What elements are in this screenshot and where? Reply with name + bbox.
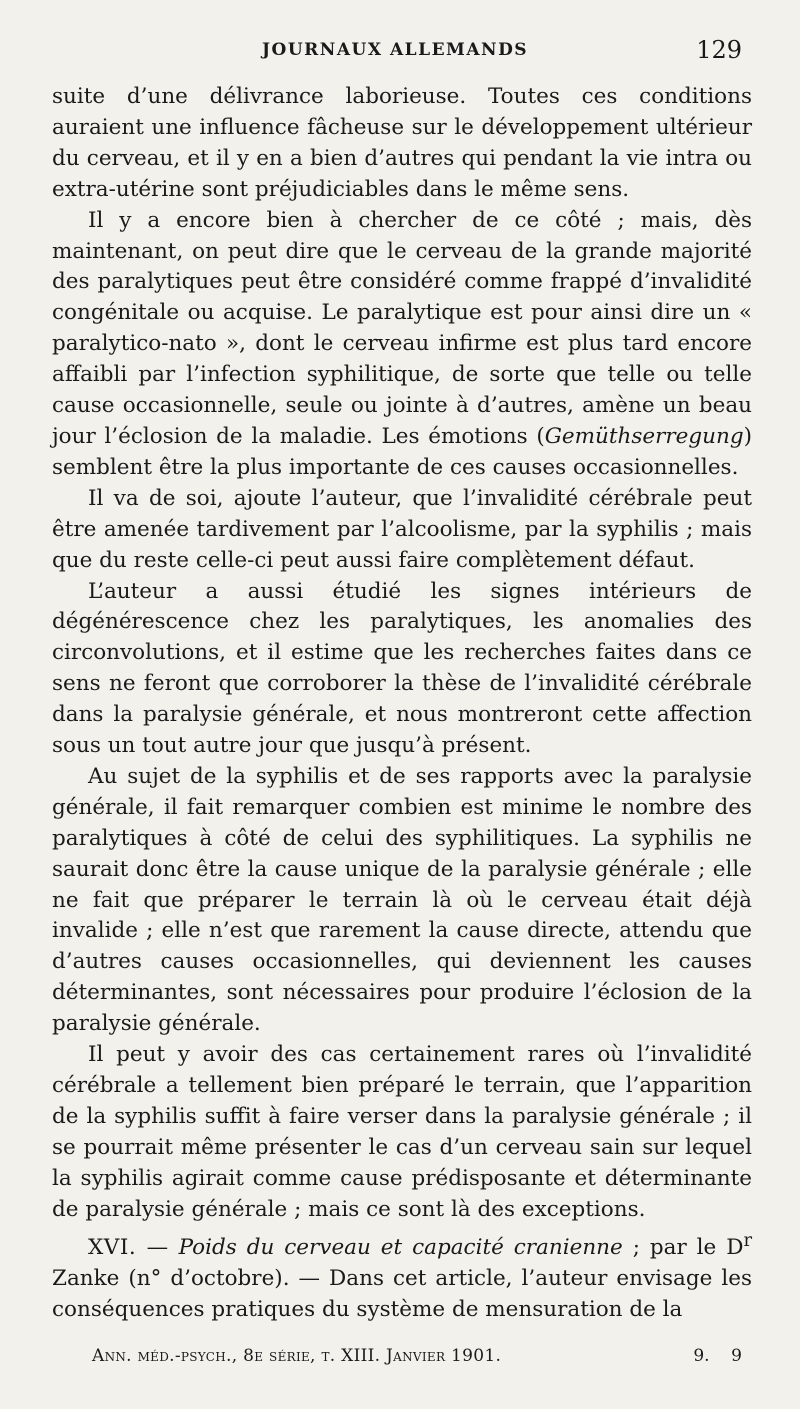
doctor-superscript: r [743, 1229, 753, 1251]
paragraph-1: suite d’une délivrance laborieuse. Toutes ces conditions auraient une influence fâcheuse sur le développement ultérieur du cerveau, et il y en a bien d’autres qui pendant la vie intra ou extra-utérine sont préjudiciables dans le même sens. [52, 84, 752, 202]
paragraph-2-text-a: Il y a encore bien à chercher de ce côté ; mais, dès maintenant, on peut dire que le cerveau de la grande majorité des paralytiques peut être considéré comme frappé d’invalidité congénitale ou acquise. Le paralytique est pour ainsi dire un « paralytico-nato », dont le cerveau infirme est plus tard encore affaibli par l’infection syphilitique, de sorte que telle ou telle cause occasionnelle, seule ou jointe à d’autres, amène un beau jour l’éclosion de la maladie. Les émotions ( [52, 207, 752, 449]
body-text [52, 82, 752, 1325]
page-footer [92, 1346, 742, 1376]
paragraph-6: Il peut y avoir des cas certainement rares où l’invalidité cérébrale a tellement bien préparé le terrain, que l’apparition de la syphilis suffit à faire verser dans la paralysie générale ; il se pourrait même présenter le cas d’un cerveau sain sur lequel la syphilis agirait comme cause prédisposante et déterminante de paralysie générale ; mais ce sont là des exceptions. [52, 1042, 752, 1222]
paragraph-2-italic-term: Gemüthserregung [544, 423, 744, 449]
running-title: JOURNAUX ALLEMANDS [262, 40, 529, 60]
paragraph-5: Au sujet de la syphilis et de ses rapports avec la paralysie générale, il fait remarquer combien est minime le nombre des paralytiques à côté de celui des syphilitiques. La syphilis ne saurait donc être la cause unique de la paralysie générale ; elle ne fait que préparer le terrain là où le cerveau était déjà invalide ; elle n’est que rarement la cause directe, attendu que d’autres causes occasionnelles, qui deviennent les causes déterminantes, sont nécessaires pour produire l’éclosion de la paralysie générale. [52, 763, 752, 1037]
page-header [0, 34, 800, 70]
section-number: XVI. — [88, 1234, 169, 1260]
paragraph-2 [52, 206, 752, 484]
paragraph-4: L’auteur a aussi étudié les signes intérieurs de dégénérescence chez les paralytiques, les anomalies des circonvolutions, et il estime que les recherches faites dans ce sens ne feront que corroborer la thèse de l’invalidité cérébrale dans la paralysie générale, et nous montreront cette affection sous un tout autre jour que jusqu’à présent. [52, 578, 752, 759]
section-text: Zanke (n° d’octobre). — Dans cet article, l’auteur envisage les conséquences pratiques du système de mensuration de la [52, 1265, 752, 1322]
section-author-prefix: ; par le D [622, 1234, 744, 1260]
paragraph-3: Il va de soi, ajoute l’auteur, que l’invalidité cérébrale peut être amenée tardivement par l’alcoolisme, par la syphilis ; mais que du reste celle-ci peut aussi faire complètement défaut. [52, 485, 752, 573]
section-xvi [52, 1226, 752, 1326]
signature-mark: 9. 9 [693, 1346, 742, 1366]
page-number: 129 [696, 36, 742, 64]
journal-citation: Ann. méd.-psych., 8e série, t. XIII. Janvier 1901. [92, 1346, 502, 1366]
section-title: Poids du cerveau et capacité cranienne [178, 1234, 623, 1260]
paragraph-2-text-b: ) semblent être la plus importante de ces causes occasionnelles. [52, 423, 752, 480]
